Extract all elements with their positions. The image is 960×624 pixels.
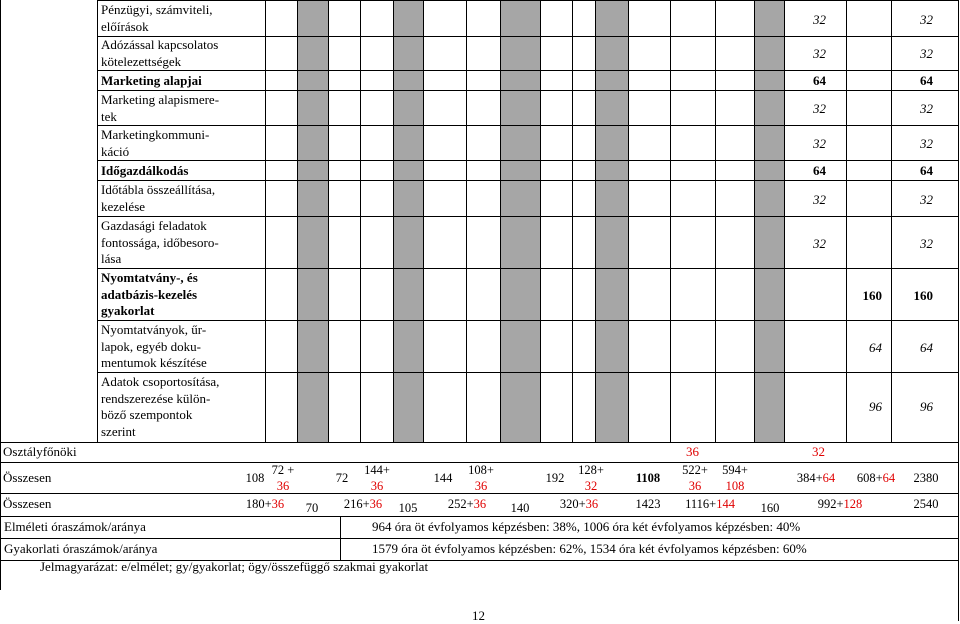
elmeleti-text: 964 óra öt évfolyamos képzésben: 38%, 1006 óra két évfolyamos képzésben: 40% <box>372 519 801 534</box>
sum2-a10: 160 <box>760 501 780 515</box>
sum1-c3: 72 <box>335 471 349 485</box>
value-a: 64 <box>813 163 826 178</box>
elmeleti-label: Elméleti óraszámok/aránya <box>4 519 146 534</box>
value-a: 32 <box>813 236 826 251</box>
sum2-a3: 216+36 <box>343 497 383 511</box>
sum2-a1: 180+36 <box>245 497 285 511</box>
row-name-marketingkommunikacio: Marketingkommuni- káció <box>101 127 210 159</box>
sum1-c9: 1108 <box>635 471 661 485</box>
value-a: 32 <box>813 46 826 61</box>
sum1-c1: 108 <box>245 471 265 485</box>
value-b: 32 <box>920 46 933 61</box>
row-name-adatok: Adatok csoportosítása, rendszerezése külön- böző szempontok szerint <box>101 374 220 439</box>
sum1-c10: 522+ 36 <box>682 463 708 493</box>
sum2-a5: 252+36 <box>447 497 487 511</box>
value-b: 64 <box>920 73 933 88</box>
row-name-gazdasagi: Gazdasági feladatok fontossága, időbesoro- lása <box>101 218 219 266</box>
osztalyfonoki-value-1: 36 <box>686 444 699 459</box>
osztalyfonoki-label: Osztályfőnöki <box>3 444 77 459</box>
osszesen-2-label: Összesen <box>3 496 52 511</box>
sum1-c12: 384+64 <box>796 471 836 485</box>
value-a: 96 <box>869 399 882 414</box>
row-name-adozas: Adózással kapcsolatos kötelezettségek <box>101 37 219 69</box>
gray-column-4 <box>595 0 628 442</box>
value-a: 32 <box>813 12 826 27</box>
value-a: 160 <box>862 288 882 303</box>
value-b: 64 <box>920 163 933 178</box>
row-name-marketing-alapjai: Marketing alapjai <box>101 73 202 88</box>
value-b: 96 <box>920 399 933 414</box>
row-name-marketing-alapismeretek: Marketing alapismere- tek <box>101 92 220 124</box>
sum1-c14: 2380 <box>913 471 939 485</box>
value-b: 32 <box>920 12 933 27</box>
osszesen-1-label: Összesen <box>3 470 52 485</box>
value-b: 32 <box>920 101 933 116</box>
value-a: 64 <box>869 340 882 355</box>
sum1-c4: 144+ 36 <box>364 463 390 493</box>
row-name-idogazdalkodas: Időgazdálkodás <box>101 163 189 178</box>
sum1-c7: 192 <box>545 471 565 485</box>
row-name-penzugyi: Pénzügyi, számviteli, előírások <box>101 2 213 34</box>
value-a: 32 <box>813 136 826 151</box>
value-b: 64 <box>920 340 933 355</box>
value-b: 32 <box>920 236 933 251</box>
sum2-a7: 320+36 <box>559 497 599 511</box>
sum1-c11: 594+ 108 <box>722 463 748 493</box>
value-a: 32 <box>813 101 826 116</box>
row-name-nyomtatvanyok: Nyomtatványok, űr- lapok, egyéb doku- mentumok készítése <box>101 322 207 370</box>
sum1-c2: 72 + 36 <box>271 463 295 493</box>
row-name-nyomtatvany-adatbazis: Nyomtatvány-, és adatbázis-kezelés gyakorlat <box>101 270 198 318</box>
page-number: 12 <box>472 608 485 623</box>
sum1-c6: 108+ 36 <box>468 463 494 493</box>
value-b: 32 <box>920 192 933 207</box>
sum2-a9: 1116+144 <box>685 497 735 511</box>
row-name-idotabla: Időtábla összeállítása, kezelése <box>101 182 216 214</box>
value-a: 32 <box>813 192 826 207</box>
sum2-a11: 992+128 <box>817 497 863 511</box>
value-a: 64 <box>813 73 826 88</box>
osztalyfonoki-value-2: 32 <box>812 444 825 459</box>
gray-column-2 <box>393 0 423 442</box>
sum2-a4: 105 <box>398 501 418 515</box>
gyakorlati-text: 1579 óra öt évfolyamos képzésben: 62%, 1534 óra két évfolyamos képzésben: 60% <box>372 541 807 556</box>
sum2-a6: 140 <box>510 501 530 515</box>
sum2-a8: 1423 <box>635 497 661 511</box>
jelmagyarazat: Jelmagyarázat: e/elmélet; gy/gyakorlat; ögy/összefüggő szakmai gyakorlat <box>40 559 429 574</box>
gray-column-5 <box>754 0 784 442</box>
value-b: 160 <box>913 288 933 303</box>
gray-column-1 <box>297 0 328 442</box>
sum2-a12: 2540 <box>913 497 939 511</box>
sum2-a2: 70 <box>305 501 319 515</box>
value-b: 32 <box>920 136 933 151</box>
sum1-c8: 128+ 32 <box>578 463 604 493</box>
sum1-c13: 608+64 <box>856 471 896 485</box>
gyakorlati-label: Gyakorlati óraszámok/aránya <box>4 541 158 556</box>
gray-column-3 <box>500 0 540 442</box>
sum1-c5: 144 <box>433 471 453 485</box>
